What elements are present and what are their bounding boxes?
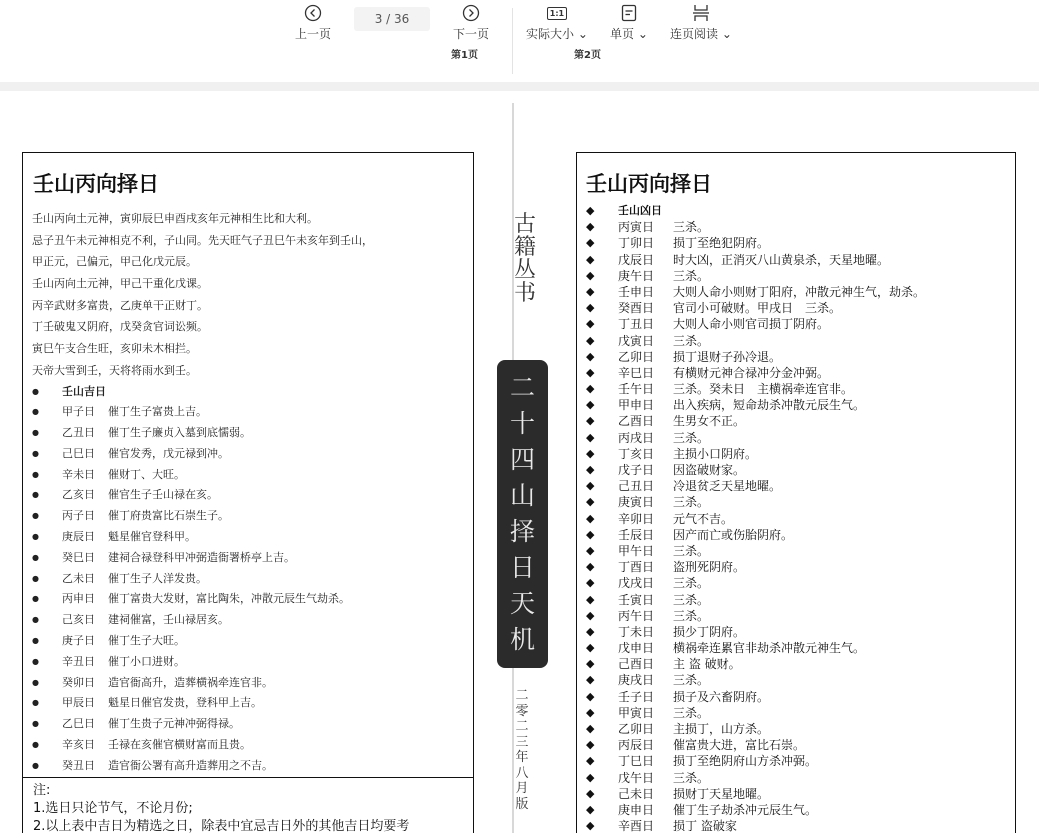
diamond-bullet-icon: ◆ [586,576,595,590]
bullet-icon: ● [32,552,39,562]
day-name: 辛未日 [62,467,95,481]
day-name: 辛巳日 [618,365,655,380]
page-number-input[interactable]: 3 / 36 [354,7,430,31]
day-name: 庚子日 [62,634,95,648]
day-name: 丙辰日 [618,738,655,753]
day-description: 元气不吉。 [673,511,734,526]
day-name: 丁亥日 [618,446,655,461]
day-description: 催丁府贵富比石崇生子。 [108,509,229,523]
day-description: 三杀。 [673,608,710,623]
day-name: 己丑日 [618,479,655,494]
day-name: 戊申日 [618,641,655,656]
day-name: 戊辰日 [618,252,655,267]
day-name: 壬子日 [618,689,655,704]
day-description: 三杀。 [673,495,710,510]
diamond-bullet-icon: ◆ [586,819,595,833]
verse-line: 丁壬破鬼又阴府，戊癸贪官词讼频。 [32,320,208,334]
page-title: 壬山丙向择日 [586,172,712,196]
diamond-bullet-icon: ◆ [586,333,595,347]
list-item [586,333,1015,349]
day-description: 损少丁阴府。 [673,624,746,639]
list-item [32,756,473,777]
diamond-bullet-icon: ◆ [586,446,595,460]
list-item [32,444,473,465]
list-header: ● 壬山吉日 [32,382,473,403]
list-item [586,349,1015,365]
list-header: ◆ 壬山凶日 [586,203,1015,219]
day-name: 己亥日 [62,613,95,627]
list-item [32,485,473,506]
day-name: 丙申日 [62,592,95,606]
diamond-bullet-icon: ◆ [586,770,595,784]
day-description: 损丁至绝犯阴府。 [673,236,770,251]
diamond-bullet-icon: ◆ [586,738,595,752]
day-description: 催丁富贵大发财，富比陶朱，冲散元辰生气劫杀。 [108,592,350,606]
list-item [586,608,1015,624]
day-name: 戊寅日 [618,333,655,348]
day-name: 甲午日 [618,543,655,558]
page-2-tab[interactable]: 第2页 [574,50,601,61]
day-description: 催丁生子人洋发贵。 [108,571,207,585]
diamond-bullet-icon: ◆ [586,543,595,557]
bullet-icon: ● [32,511,39,521]
day-description: 主损丁，山方杀。 [673,722,770,736]
list-item [586,640,1015,656]
prev-page-button[interactable] [295,4,331,42]
verse-line: 甲正元，己偏元，甲己化戊元辰。 [32,255,197,269]
day-name: 庚寅日 [618,495,655,510]
day-description: 因盗破财家。 [673,463,746,477]
day-description: 催财丁、大旺。 [108,467,185,481]
day-name: 乙巳日 [62,717,95,731]
continuous-page-icon [692,4,710,22]
diamond-bullet-icon: ◆ [586,689,595,703]
list-item [586,494,1015,510]
day-name: 癸丑日 [62,758,95,772]
list-item [32,569,473,590]
day-description: 催富贵大进，富比石崇。 [673,738,806,753]
continuous-reading-button[interactable] [670,4,732,42]
diamond-bullet-icon: ◆ [586,236,595,250]
day-description: 三杀。癸未日 主横祸牵连官非。 [673,382,854,397]
bullet-icon: ● [32,636,39,646]
day-name: 丁未日 [618,624,655,639]
day-description: 造官衙公署有高升造葬用之不吉。 [108,758,273,772]
day-name: 乙未日 [62,571,95,585]
list-item [586,592,1015,608]
intro-verses [32,208,473,382]
list-item [586,284,1015,300]
list-item [32,652,473,673]
bullet-icon: ● [32,469,39,479]
day-name: 戊子日 [618,463,655,477]
diamond-bullet-icon: ◆ [586,641,595,655]
bullet-icon: ● [32,698,39,708]
day-name: 辛卯日 [618,511,655,526]
day-description: 盗刑死阴府。 [673,560,746,575]
right-page [576,152,1016,833]
day-description: 催丁生贵子元神冲弼得禄。 [108,717,240,731]
day-description: 因产而亡或伤胎阴府。 [673,527,794,542]
day-description: 横祸牵连累官非劫杀冲散元神生气。 [673,641,866,656]
diamond-bullet-icon: ◆ [586,463,595,476]
single-page-label: 单页 ⌄ [610,27,648,41]
day-name: 丙寅日 [618,220,655,235]
day-description: 三杀。 [673,673,710,688]
diamond-bullet-icon: ◆ [586,511,595,525]
day-description: 主损小口阴府。 [673,446,758,461]
day-name: 己酉日 [618,657,655,672]
diamond-bullet-icon: ◆ [586,430,595,444]
diamond-bullet-icon: ◆ [586,705,595,719]
diamond-bullet-icon: ◆ [586,495,595,509]
list-item [586,802,1015,818]
note-line: 2.以上表中吉日为精选之日，除表中宜忌吉日外的其他吉日均要考 [33,819,410,833]
day-name: 庚戌日 [618,673,655,688]
spine-edition: 二 零 二 三 年 八 月 版 [515,688,529,812]
day-description: 三杀。 [673,592,710,607]
continuous-reading-label: 连页阅读 ⌄ [670,27,732,41]
page-1-tab[interactable]: 第1页 [451,50,478,61]
diamond-bullet-icon: ◆ [586,527,595,541]
day-name: 癸巳日 [62,550,95,564]
day-name: 乙丑日 [62,426,95,440]
list-item [32,527,473,548]
day-name: 丁卯日 [618,236,655,251]
list-item [586,511,1015,527]
diamond-bullet-icon: ◆ [586,398,595,412]
day-description: 催丁小口进财。 [108,654,185,668]
day-description: 三杀。 [673,705,710,720]
day-description: 催丁生子劫杀冲元辰生气。 [673,802,818,817]
list-item [586,543,1015,559]
verse-line: 寅巳午支合生旺，亥卯未木相拦。 [32,342,197,356]
verse-line: 忌子丑午未元神相克不利，子山同。先天旺气子丑巳午未亥年到壬山， [32,233,373,247]
list-item [586,656,1015,672]
bullet-icon: ● [32,656,39,666]
list-item [32,423,473,444]
day-name: 戊午日 [618,770,655,785]
diamond-bullet-icon: ◆ [586,252,595,266]
day-description: 催丁生子廉贞入墓到底懦弱。 [108,426,251,440]
diamond-bullet-icon: ◆ [586,802,595,816]
day-name: 己巳日 [62,446,95,460]
day-name: 丁酉日 [618,560,655,575]
day-description: 损丁 盗破家 [673,819,737,833]
inauspicious-days-list [586,203,1015,833]
list-item [586,753,1015,769]
auspicious-days-list [32,382,473,777]
list-item [586,786,1015,802]
list-item [586,527,1015,543]
day-description: 损丁至绝阴府山方杀冲弼。 [673,754,818,769]
day-description: 出入疾病，短命劫杀冲散元辰生气。 [673,398,866,413]
day-name: 壬午日 [618,382,655,397]
diamond-bullet-icon: ◆ [586,673,595,687]
list-item [586,268,1015,284]
day-name: 丙戌日 [618,430,655,445]
diamond-bullet-icon: ◆ [586,786,595,800]
spine-series-title: 古 籍 丛 书 [513,212,536,306]
list-item [586,300,1015,316]
notes-section [23,777,473,833]
bullet-icon: ● [32,719,39,729]
day-description: 大则人命小则财丁阳府，冲散元神生气，劫杀。 [673,284,926,299]
list-item [32,402,473,423]
bullet-icon: ● [32,490,39,500]
bullet-icon: ● [32,386,39,396]
day-name: 辛酉日 [618,819,655,833]
list-item [32,548,473,569]
day-description: 有横财元神合禄冲分金冲弼。 [673,365,830,380]
list-item [32,714,473,735]
list-item [586,575,1015,591]
day-description: 三杀。 [673,430,710,445]
day-description: 催丁生子富贵上吉。 [108,405,207,419]
day-name: 丁丑日 [618,317,655,332]
day-name: 乙亥日 [62,488,95,502]
day-name: 庚辰日 [62,530,95,544]
day-description: 催丁生子大旺。 [108,634,185,648]
next-page-button[interactable] [453,4,489,42]
verse-line: 丙辛武财多富贵，乙庚单干正财丁。 [32,298,208,312]
next-page-label: 下一页 [453,27,490,41]
day-name: 庚午日 [618,268,655,283]
day-description: 三杀。 [673,576,710,591]
list-item [586,705,1015,721]
diamond-bullet-icon: ◆ [586,608,595,622]
day-name: 辛丑日 [62,654,95,668]
list-item [586,446,1015,462]
diamond-bullet-icon: ◆ [586,220,595,234]
day-description: 官司小可破财。甲戌日 三杀。 [673,301,842,316]
day-description: 魁星日催官发贵，登科甲上吉。 [108,696,262,710]
diamond-bullet-icon: ◆ [586,284,595,298]
actual-size-label: 实际大小 ⌄ [526,27,588,41]
day-description: 损财丁天星地曜。 [673,786,770,801]
diamond-bullet-icon: ◆ [586,754,595,768]
day-description: 三杀。 [673,770,710,785]
day-name: 癸酉日 [618,301,655,316]
diamond-bullet-icon: ◆ [586,204,595,217]
bullet-icon: ● [32,615,39,625]
diamond-bullet-icon: ◆ [586,592,595,606]
diamond-bullet-icon: ◆ [586,657,595,671]
list-item [32,506,473,527]
day-name: 辛亥日 [62,738,95,752]
spine-book-title: 二 十 四 山 择 日 天 机 [497,360,548,668]
verse-line: 壬山丙向土元神，寅卯辰巳申酉戌亥年元神相生比和大利。 [32,212,318,225]
day-description: 主 盗 破财。 [673,657,741,672]
list-item [586,219,1015,235]
day-name: 甲申日 [618,398,655,413]
day-description: 大则人命小则官司损丁阴府。 [673,317,830,332]
bullet-icon: ● [32,407,39,417]
day-name: 乙卯日 [618,722,655,736]
list-item [586,252,1015,268]
list-item [586,559,1015,575]
day-name: 庚申日 [618,802,655,817]
day-name: 壬寅日 [618,592,655,607]
list-item [586,381,1015,397]
list-item [32,693,473,714]
day-description: 生男女不正。 [673,414,746,429]
day-description: 壬禄在亥催官横财富而且贵。 [108,738,251,752]
list-item [586,413,1015,429]
note-line: 注: [33,783,51,798]
list-item [586,672,1015,688]
toolbar-divider [512,8,513,74]
list-item [586,478,1015,494]
list-item [586,397,1015,413]
list-item [32,631,473,652]
day-description: 建祠催富，壬山禄居亥。 [108,613,229,627]
actual-size-button[interactable] [526,4,588,42]
list-item [32,610,473,631]
diamond-bullet-icon: ◆ [586,268,595,282]
single-page-icon [621,4,637,22]
verse-line: 壬山丙向土元神，甲己干重化戊课。 [32,277,208,291]
list-item [586,770,1015,786]
diamond-bullet-icon: ◆ [586,560,595,574]
day-name: 壬申日 [618,284,655,299]
prev-page-label: 上一页 [295,27,332,41]
day-description: 魁星催官登科甲。 [108,530,196,544]
day-description: 时大凶，正消灭八山黄泉杀，天星地曜。 [673,252,890,267]
day-name: 丙午日 [618,608,655,623]
day-description: 建祠合禄登科甲冲弼造衙署桥亭上吉。 [108,550,295,564]
day-name: 癸卯日 [62,675,95,689]
day-description: 三杀。 [673,220,710,235]
note-line: 1.选日只论节气，不论月份; [33,801,193,816]
list-item [586,818,1015,833]
bullet-icon: ● [32,760,39,770]
diamond-bullet-icon: ◆ [586,624,595,638]
page-title: 壬山丙向择日 [33,172,159,196]
day-name: 丙子日 [62,509,95,523]
diamond-bullet-icon: ◆ [586,479,595,493]
list-item [586,721,1015,737]
diamond-bullet-icon: ◆ [586,301,595,315]
day-description: 造官衙高升，造葬横祸牵连官非。 [108,675,273,689]
day-name: 乙酉日 [618,414,655,429]
bullet-icon: ● [32,594,39,604]
bullet-icon: ● [32,573,39,583]
day-description: 三杀。 [673,268,710,283]
day-description: 损子及六畜阴府。 [673,689,770,704]
day-name: 乙卯日 [618,349,655,364]
bullet-icon: ● [32,677,39,687]
toolbar-shadow-strip [0,82,1039,91]
list-item [586,737,1015,753]
list-item [586,689,1015,705]
day-description: 催官发秀，戊元禄到冲。 [108,446,229,460]
diamond-bullet-icon: ◆ [586,365,595,379]
day-description: 损丁退财子孙冷退。 [673,349,782,364]
single-page-button[interactable] [610,4,648,42]
list-item [586,462,1015,478]
chevron-left-circle-icon [304,4,322,22]
bullet-icon: ● [32,448,39,458]
bullet-icon: ● [32,532,39,542]
bullet-icon: ● [32,428,39,438]
day-description: 三杀。 [673,333,710,348]
day-name: 戊戌日 [618,576,655,591]
viewer-toolbar [0,0,1039,82]
day-description: 催官生子壬山禄在亥。 [108,488,218,502]
left-page [22,152,474,833]
diamond-bullet-icon: ◆ [586,414,595,428]
day-description: 冷退贫乏天星地曜。 [673,479,782,494]
verse-line: 天帝大雪到壬，天将将雨水到壬。 [32,363,197,377]
list-item [32,735,473,756]
day-name: 壬辰日 [618,527,655,542]
day-name: 己未日 [618,786,655,801]
day-name: 甲子日 [62,405,95,419]
list-item [32,589,473,610]
list-item [586,316,1015,332]
diamond-bullet-icon: ◆ [586,317,595,331]
day-name: 甲寅日 [618,705,655,720]
list-item [32,673,473,694]
actual-size-icon: 1:1 [547,4,567,22]
list-item [586,365,1015,381]
chevron-right-circle-icon [462,4,480,22]
day-name: 甲辰日 [62,696,95,710]
bullet-icon: ● [32,740,39,750]
day-name: 丁巳日 [618,754,655,769]
diamond-bullet-icon: ◆ [586,349,595,363]
diamond-bullet-icon: ◆ [586,722,595,735]
list-item [586,624,1015,640]
day-description: 三杀。 [673,543,710,558]
list-item [32,465,473,486]
diamond-bullet-icon: ◆ [586,382,595,396]
list-item [586,430,1015,446]
list-item [586,235,1015,251]
